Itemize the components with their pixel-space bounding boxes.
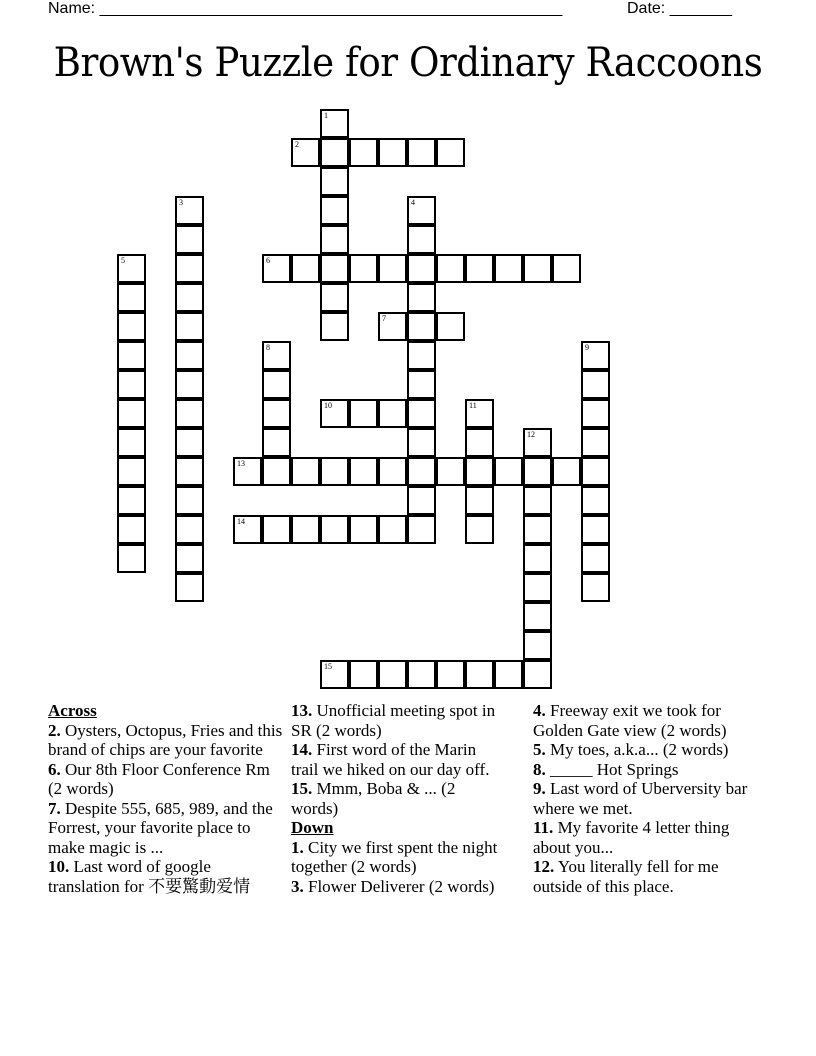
grid-cell[interactable] xyxy=(436,660,465,689)
grid-cell[interactable] xyxy=(175,370,204,399)
grid-cell[interactable] xyxy=(175,515,204,544)
grid-cell[interactable] xyxy=(581,370,610,399)
grid-cell[interactable] xyxy=(494,660,523,689)
clue-number: 10 xyxy=(324,401,332,410)
grid-cell[interactable] xyxy=(436,457,465,486)
grid-cell[interactable] xyxy=(262,399,291,428)
grid-cell[interactable] xyxy=(117,486,146,515)
grid-cell[interactable] xyxy=(320,109,349,138)
grid-cell[interactable] xyxy=(291,254,320,283)
grid-cell[interactable] xyxy=(465,457,494,486)
grid-cell[interactable] xyxy=(407,312,436,341)
grid-cell[interactable] xyxy=(407,225,436,254)
grid-cell[interactable] xyxy=(465,428,494,457)
grid-cell[interactable] xyxy=(349,457,378,486)
grid-cell[interactable] xyxy=(581,428,610,457)
grid-cell[interactable] xyxy=(262,254,291,283)
grid-cell[interactable] xyxy=(465,486,494,515)
clue-across-13: 13. Unofficial meeting spot in SR (2 words) xyxy=(291,701,496,740)
grid-cell[interactable] xyxy=(320,138,349,167)
clue-number: 15 xyxy=(324,662,332,671)
grid-cell[interactable] xyxy=(117,515,146,544)
grid-cell[interactable] xyxy=(175,312,204,341)
grid-cell[interactable] xyxy=(407,138,436,167)
clue-down-11: 11. My favorite 4 letter thing about you... xyxy=(533,818,730,857)
grid-cell[interactable] xyxy=(581,573,610,602)
grid-cell[interactable] xyxy=(407,341,436,370)
grid-cell[interactable] xyxy=(523,660,552,689)
name-field[interactable] xyxy=(48,0,562,18)
grid-cell[interactable] xyxy=(436,254,465,283)
grid-cell[interactable] xyxy=(407,370,436,399)
clue-across-7: 7. Despite 555, 685, 989, and the Forrest, your favorite place to make magic is ... xyxy=(48,798,273,857)
grid-cell[interactable] xyxy=(523,515,552,544)
grid-cell[interactable] xyxy=(117,544,146,573)
clue-number: 6 xyxy=(266,256,270,265)
grid-cell[interactable] xyxy=(407,457,436,486)
grid-cell[interactable] xyxy=(262,428,291,457)
grid-cell[interactable] xyxy=(581,486,610,515)
grid-cell[interactable] xyxy=(175,544,204,573)
grid-cell[interactable] xyxy=(581,341,610,370)
grid-cell[interactable] xyxy=(523,602,552,631)
grid-cell[interactable] xyxy=(233,515,262,544)
clue-number: 12 xyxy=(527,430,535,439)
grid-cell[interactable] xyxy=(175,486,204,515)
grid-cell[interactable] xyxy=(291,515,320,544)
clue-number: 11 xyxy=(469,401,477,410)
grid-cell[interactable] xyxy=(581,399,610,428)
grid-cell[interactable] xyxy=(407,283,436,312)
grid-cell[interactable] xyxy=(523,486,552,515)
grid-cell[interactable] xyxy=(320,660,349,689)
grid-cell[interactable] xyxy=(262,515,291,544)
grid-cell[interactable] xyxy=(320,312,349,341)
grid-cell[interactable] xyxy=(581,457,610,486)
grid-cell[interactable] xyxy=(175,254,204,283)
clue-across-2: 2. Oysters, Octopus, Fries and this brand of chips are your favorite xyxy=(48,720,283,759)
grid-cell[interactable] xyxy=(262,341,291,370)
grid-cell[interactable] xyxy=(262,370,291,399)
clue-down-4: 4. Freeway exit we took for Golden Gate view (2 words) xyxy=(533,701,727,740)
clue-number: 3 xyxy=(179,198,183,207)
grid-cell[interactable] xyxy=(349,515,378,544)
grid-cell[interactable] xyxy=(581,544,610,573)
grid-cell[interactable] xyxy=(233,457,262,486)
grid-cell[interactable] xyxy=(175,196,204,225)
clue-down-9: 9. Last word of Uberversity bar where we met. xyxy=(533,779,748,818)
grid-cell[interactable] xyxy=(320,196,349,225)
grid-cell[interactable] xyxy=(320,457,349,486)
clue-number: 14 xyxy=(237,517,245,526)
clue-number: 9 xyxy=(585,343,589,352)
grid-cell[interactable] xyxy=(494,254,523,283)
clue-number: 2 xyxy=(295,140,299,149)
name-line: ____________________________________________________ xyxy=(99,0,563,17)
grid-cell[interactable] xyxy=(117,283,146,312)
grid-cell[interactable] xyxy=(378,660,407,689)
grid-cell[interactable] xyxy=(523,631,552,660)
clue-down-12: 12. You literally fell for me outside of this place. xyxy=(533,857,719,896)
grid-cell[interactable] xyxy=(175,457,204,486)
clues-column-1 xyxy=(48,701,283,896)
clue-across-15: 15. Mmm, Boba & ... (2 words) xyxy=(291,779,456,818)
clue-number: 8 xyxy=(266,343,270,352)
clue-across-10: 10. Last word of google translation for 不要驚動爱情 xyxy=(48,857,251,896)
grid-cell[interactable] xyxy=(523,573,552,602)
grid-cell[interactable] xyxy=(320,515,349,544)
grid-cell[interactable] xyxy=(378,515,407,544)
grid-cell[interactable] xyxy=(407,196,436,225)
grid-cell[interactable] xyxy=(320,254,349,283)
grid-cell[interactable] xyxy=(407,428,436,457)
grid-cell[interactable] xyxy=(378,138,407,167)
grid-cell[interactable] xyxy=(320,225,349,254)
grid-cell[interactable] xyxy=(117,312,146,341)
clue-down-3: 3. Flower Deliverer (2 words) xyxy=(291,876,495,896)
clue-number: 5 xyxy=(121,256,125,265)
grid-cell[interactable] xyxy=(436,312,465,341)
grid-cell[interactable] xyxy=(262,457,291,486)
grid-cell[interactable] xyxy=(581,515,610,544)
grid-cell[interactable] xyxy=(117,341,146,370)
grid-cell[interactable] xyxy=(407,660,436,689)
clues-column-3 xyxy=(533,701,758,896)
grid-cell[interactable] xyxy=(494,457,523,486)
grid-cell[interactable] xyxy=(407,515,436,544)
name-label: Name: xyxy=(48,0,96,17)
grid-cell[interactable] xyxy=(175,399,204,428)
grid-cell[interactable] xyxy=(465,254,494,283)
grid-cell[interactable] xyxy=(552,457,581,486)
date-label: Date: xyxy=(627,0,666,17)
grid-cell[interactable] xyxy=(378,254,407,283)
across-heading: Across xyxy=(48,701,97,720)
grid-cell[interactable] xyxy=(320,399,349,428)
grid-cell[interactable] xyxy=(378,312,407,341)
grid-cell[interactable] xyxy=(117,457,146,486)
clue-across-6: 6. Our 8th Floor Conference Rm (2 words) xyxy=(48,759,270,798)
grid-cell[interactable] xyxy=(407,486,436,515)
grid-cell[interactable] xyxy=(117,428,146,457)
clue-number: 13 xyxy=(237,459,245,468)
grid-cell[interactable] xyxy=(465,515,494,544)
grid-cell[interactable] xyxy=(407,399,436,428)
clue-number: 7 xyxy=(382,314,386,323)
date-line: _______ xyxy=(669,0,732,17)
grid-cell[interactable] xyxy=(175,573,204,602)
grid-cell[interactable] xyxy=(523,544,552,573)
grid-cell[interactable] xyxy=(436,138,465,167)
grid-cell[interactable] xyxy=(320,283,349,312)
grid-cell[interactable] xyxy=(291,457,320,486)
grid-cell[interactable] xyxy=(175,283,204,312)
grid-cell[interactable] xyxy=(523,254,552,283)
grid-cell[interactable] xyxy=(291,138,320,167)
page-title: Brown's Puzzle for Ordinary Raccoons xyxy=(53,40,763,86)
clues-column-2 xyxy=(291,701,506,896)
down-heading: Down xyxy=(291,818,334,837)
clue-down-5: 5. My toes, a.k.a... (2 words) xyxy=(533,740,729,759)
grid-cell[interactable] xyxy=(175,225,204,254)
grid-cell[interactable] xyxy=(465,399,494,428)
clue-across-14: 14. First word of the Marin trail we hiked on our day off. xyxy=(291,740,490,779)
grid-cell[interactable] xyxy=(349,254,378,283)
clue-number: 4 xyxy=(411,198,415,207)
grid-cell[interactable] xyxy=(320,167,349,196)
clue-down-8: 8. _____ Hot Springs xyxy=(533,759,679,779)
grid-cell[interactable] xyxy=(117,370,146,399)
grid-cell[interactable] xyxy=(465,660,494,689)
grid-cell[interactable] xyxy=(378,457,407,486)
grid-cell[interactable] xyxy=(349,138,378,167)
grid-cell[interactable] xyxy=(175,428,204,457)
clue-down-1: 1. City we first spent the night together (2 words) xyxy=(291,837,498,876)
grid-cell[interactable] xyxy=(349,399,378,428)
grid-cell[interactable] xyxy=(523,428,552,457)
grid-cell[interactable] xyxy=(523,457,552,486)
grid-cell[interactable] xyxy=(175,341,204,370)
grid-cell[interactable] xyxy=(117,254,146,283)
grid-cell[interactable] xyxy=(552,254,581,283)
grid-cell[interactable] xyxy=(117,399,146,428)
grid-cell[interactable] xyxy=(349,660,378,689)
date-field[interactable] xyxy=(627,0,732,18)
grid-cell[interactable] xyxy=(378,399,407,428)
clue-number: 1 xyxy=(324,111,328,120)
grid-cell[interactable] xyxy=(407,254,436,283)
